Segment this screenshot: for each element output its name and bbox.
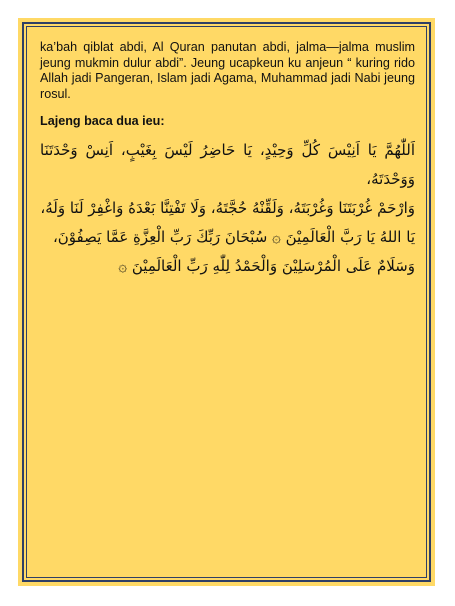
arabic-line: اَللّٰهُمَّ يَا اَنِيْسَ كُلِّ وَحِيْدٍ، يَا حَاضِرُ لَيْسَ بِغَيْبٍ، اَنِسْ وَحْدَتَنَا وَوَحْدَتَهُ، [40, 140, 415, 188]
section-heading: Lajeng baca dua ieu: [40, 114, 165, 129]
arabic-line: يَا اللهُ يَا رَبَّ الْعَالَمِيْنَ ۞ سُبْحَانَ رَبِّكَ رَبِّ الْعِزَّةِ عَمَّا يَصِفُوْنَ، [52, 227, 415, 246]
arabic-line: وَارْحَمْ غُرْبَتَنَا وَغُرْبَتَهُ، وَلَقِّنْهُ حُجَّتَهُ، وَلَا تَفْتِنَّا بَعْدَهُ وَاغْفِرْ لَنَا وَلَهُ، [40, 198, 415, 217]
document-page [18, 18, 435, 586]
page-content [40, 40, 415, 281]
arabic-line: وَسَلَامٌ عَلَى الْمُرْسَلِيْنَ وَالْحَمْدُ لِلّٰهِ رَبِّ الْعَالَمِيْنَ ۞ [118, 256, 415, 275]
body-paragraph: ka’bah qiblat abdi, Al Quran panutan abdi, jalma—jalma muslim jeung mukmin dulur abdi”. Jeung ucapkeun ku anjeun “ kuring rido Allah jadi Pangeran, Islam jadi Agama, Muhammad jadi Nabi jeung rosul. [40, 40, 415, 101]
arabic-prayer [40, 136, 415, 281]
